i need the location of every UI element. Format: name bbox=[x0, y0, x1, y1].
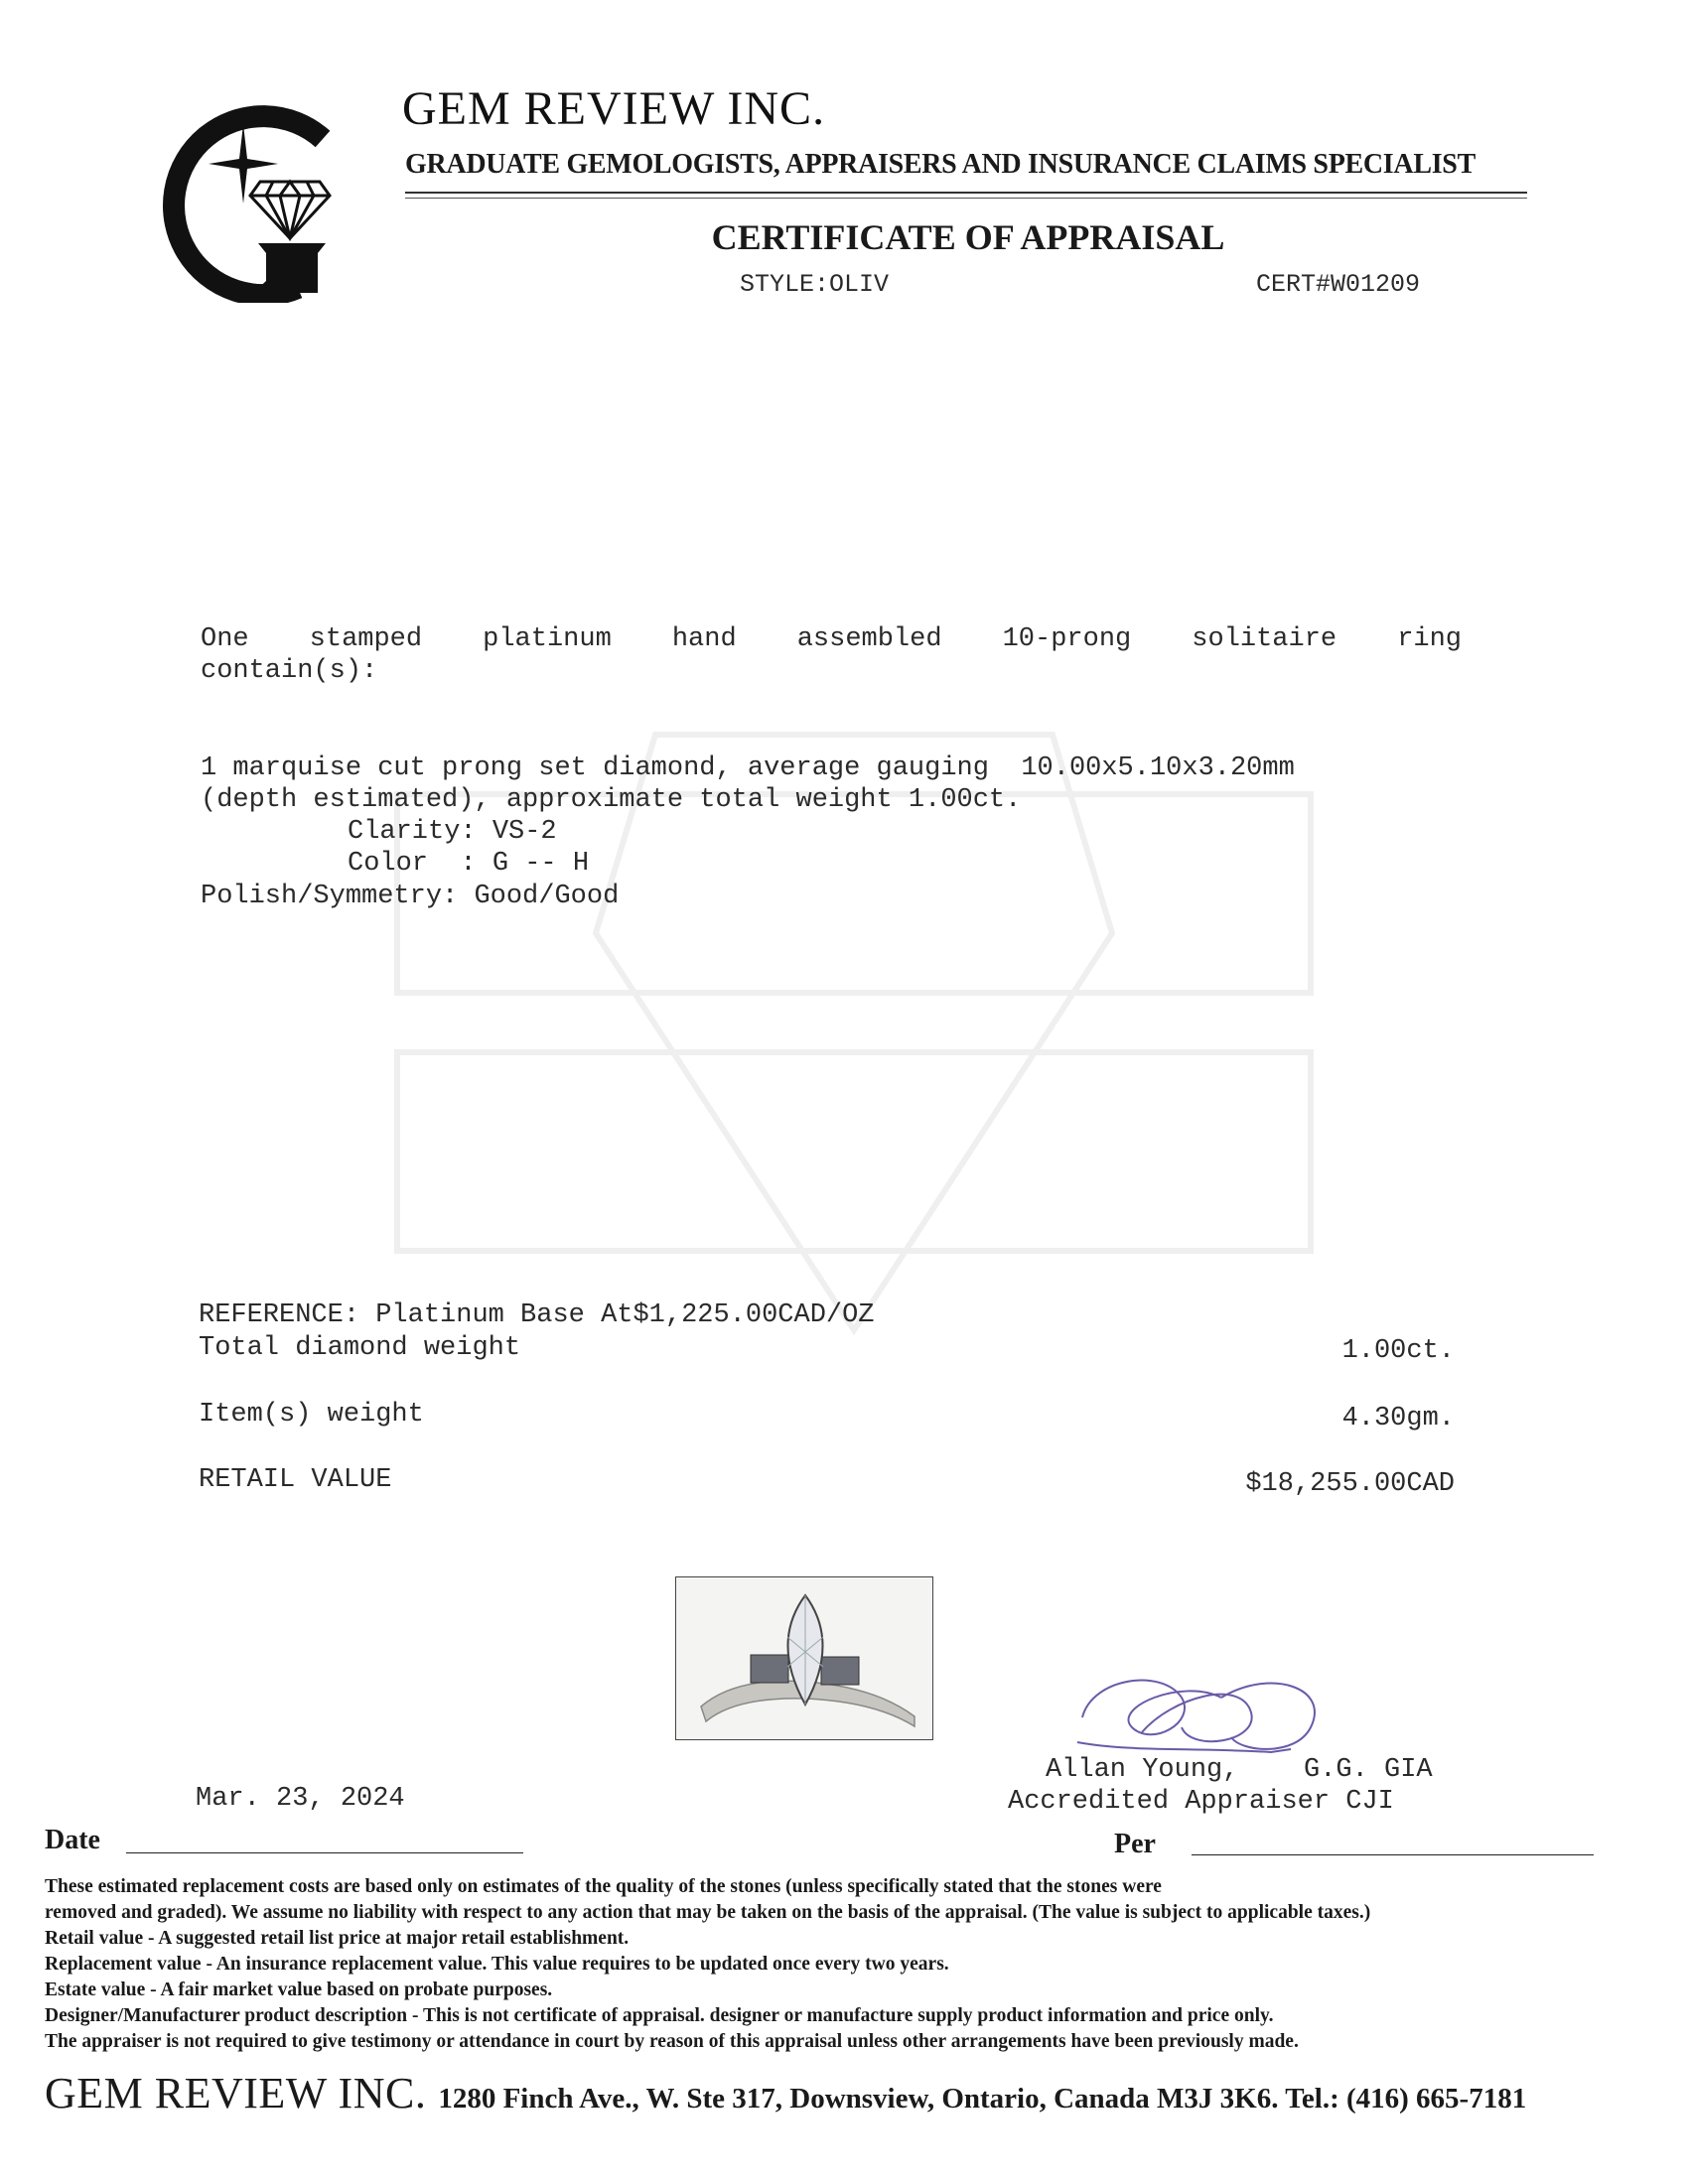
description-line-1 bbox=[201, 623, 1462, 655]
date-underline bbox=[126, 1852, 523, 1853]
per-label: Per bbox=[1114, 1829, 1156, 1859]
description-line-1b: contain(s): bbox=[201, 656, 378, 686]
company-tagline: GRADUATE GEMOLOGISTS, APPRAISERS AND INSURANCE CLAIMS SPECIALIST bbox=[405, 149, 1476, 180]
description-line-2b: (depth estimated), approximate total weight 1.00ct. bbox=[201, 785, 1022, 815]
date-label: Date bbox=[45, 1825, 100, 1855]
description-line-2: 1 marquise cut prong set diamond, average gauging 10.00x5.10x3.20mm bbox=[201, 753, 1295, 783]
ring-photo-icon bbox=[675, 1576, 933, 1740]
footer-address: 1280 Finch Ave., W. Ste 317, Downsview, Ontario, Canada M3J 3K6. Tel.: (416) 665-7181 bbox=[438, 2083, 1527, 2115]
reference-line: REFERENCE: Platinum Base At$1,225.00CAD/OZ bbox=[199, 1300, 875, 1330]
disclaimer-line: Replacement value - An insurance replacement value. This value requires to be updated once every two years. bbox=[45, 1954, 949, 1975]
appraiser-name: Allan Young, bbox=[1046, 1755, 1239, 1785]
company-name: GEM REVIEW INC. bbox=[402, 82, 826, 135]
cert-number: CERT#W01209 bbox=[1256, 270, 1421, 299]
description-word: One bbox=[201, 624, 249, 654]
polish-symmetry-row: Polish/Symmetry: Good/Good bbox=[201, 882, 620, 911]
disclaimer-line: removed and graded). We assume no liability with respect to any action that may be taken on the basis of the appraisal. (The value is subject to applicable taxes.) bbox=[45, 1902, 1371, 1923]
total-diamond-weight-value: 1.00ct. bbox=[1341, 1336, 1455, 1366]
retail-value-label: RETAIL VALUE bbox=[199, 1465, 392, 1495]
description-word: hand bbox=[671, 624, 737, 654]
appraisal-date: Mar. 23, 2024 bbox=[196, 1784, 405, 1814]
disclaimer-line: The appraiser is not required to give testimony or attendance in court by reason of this appraisal unless other arrangements have been previously made. bbox=[45, 2031, 1299, 2052]
total-diamond-weight-label: Total diamond weight bbox=[199, 1333, 521, 1363]
disclaimer-line: Designer/Manufacturer product description - This is not certificate of appraisal. designer or manufacture supply product information and price only. bbox=[45, 2005, 1274, 2026]
description-word: solitaire bbox=[1192, 624, 1337, 654]
description-word: ring bbox=[1397, 624, 1462, 654]
description-word: assembled bbox=[796, 624, 942, 654]
color-row: Color : G -- H bbox=[348, 849, 590, 879]
item-weight-value: 4.30gm. bbox=[1341, 1404, 1455, 1433]
disclaimer-line: Retail value - A suggested retail list price at major retail establishment. bbox=[45, 1928, 630, 1949]
signature-icon bbox=[1072, 1658, 1340, 1767]
appraiser-credentials: G.G. GIA bbox=[1304, 1755, 1433, 1785]
footer-brand: GEM REVIEW INC. bbox=[45, 2069, 427, 2117]
header-divider-thin bbox=[405, 198, 1527, 199]
item-weight-label: Item(s) weight bbox=[199, 1400, 424, 1430]
style-code: STYLE:OLIV bbox=[740, 270, 890, 299]
description-word: platinum bbox=[483, 624, 612, 654]
footer bbox=[45, 2068, 1526, 2118]
header-divider bbox=[405, 192, 1527, 194]
disclaimer-line: Estate value - A fair market value based on probate purposes. bbox=[45, 1979, 553, 2000]
certificate-title: CERTIFICATE OF APPRAISAL bbox=[711, 217, 1225, 257]
disclaimer-line: These estimated replacement costs are based only on estimates of the quality of the stones (unless specifically stated that the stones were bbox=[45, 1876, 1162, 1897]
disclaimer bbox=[45, 1874, 1673, 2055]
per-underline bbox=[1192, 1854, 1594, 1855]
clarity-row: Clarity: VS-2 bbox=[348, 817, 557, 847]
appraiser-title: Accredited Appraiser CJI bbox=[1008, 1787, 1394, 1817]
description-word: 10-prong bbox=[1002, 624, 1132, 654]
gem-review-logo-icon bbox=[149, 104, 348, 303]
description-word: stamped bbox=[309, 624, 423, 654]
retail-value: $18,255.00CAD bbox=[1245, 1469, 1455, 1499]
